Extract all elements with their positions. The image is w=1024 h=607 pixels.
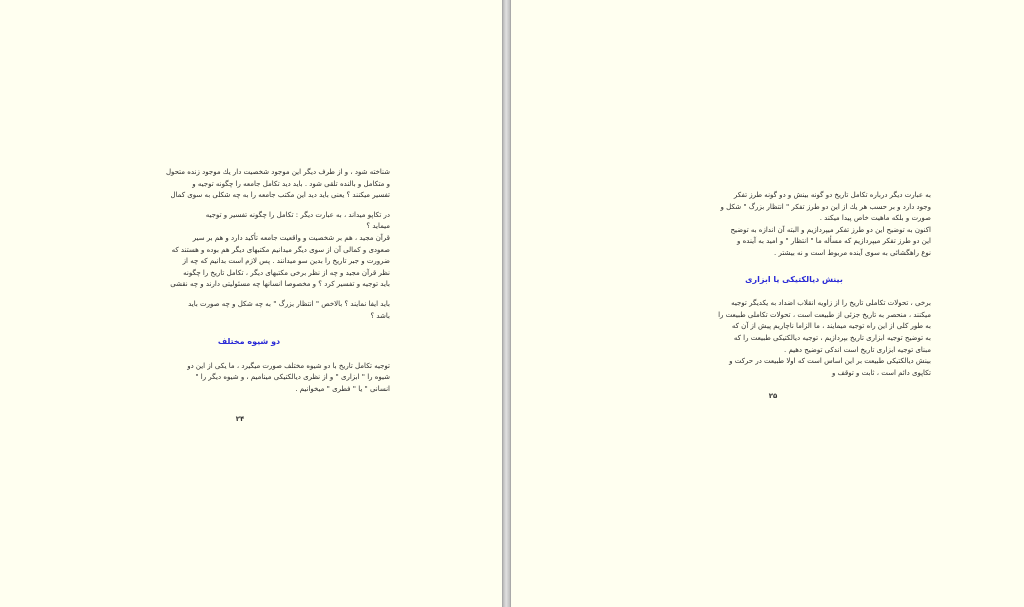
text-line: به توضیح توجیه ابزاری تاریخ بپردازیم ، توجیه دیالكتیكی طبیعت را كه: [733, 333, 931, 342]
paragraph: [108, 210, 390, 291]
text-line: توجیه تكامل تاریخ با دو شیوه مختلف صورت میگیرد ، ما یكی از این دو: [187, 361, 390, 370]
paragraph: [108, 299, 390, 322]
right-page: [510, 0, 1024, 607]
left-page: [0, 0, 503, 607]
page-gutter: [503, 0, 510, 607]
text-line: ضرورت و جبر تاریخ را بدین سو میدانند . پس لازم است بدانیم كه چه از: [182, 257, 390, 266]
text-line: و متكامل و بالنده تلقی شود . باید دید تكامل جامعه را چگونه توجیه و: [192, 179, 390, 188]
text-line: میماید ؟: [366, 222, 390, 231]
text-line: شیوه را " ابزاری " و از نظری دیالكتیكی میناميم ، و شیوه دیگر را ": [195, 373, 390, 382]
text-line: قرآن مجید ، هم بر شخصیت و واقعیت جامعه تأكید دارد و هم بر سیر: [192, 233, 390, 242]
text-line: در تكاپو میداند ، به عبارت دیگر : تكامل را چگونه تفسیر و توجیه: [205, 210, 390, 219]
paragraph: [657, 298, 931, 379]
text-line: به عبارت دیگر درباره تكامل تاریخ دو گونه بینش و دو گونه طرز تفكر: [733, 191, 931, 199]
text-line: باشد ؟: [370, 311, 390, 320]
right-page-number: ۲۵: [768, 392, 778, 400]
left-text-column: [108, 167, 390, 404]
section-heading: دو شیوه مختلف: [217, 337, 281, 347]
paragraph: [108, 167, 390, 202]
text-line: این دو طرز تفكر میپردازیم كه مسأله ما " انتظار " و امید به آینده و: [737, 237, 931, 246]
text-line: بینش دیالكتیكی طبیعت بر این اساس است كه اولا طبیعت در حركت و: [729, 357, 931, 366]
section-heading: بینش دیالكتیكی یا ابزاری: [745, 274, 843, 284]
text-line: مبنای توجیه ابزاری تاریخ است اندكی توضیح دهیم .: [784, 345, 931, 354]
text-line: وجود دارد و بر حسب هر یك از این دو طرز تفكر " انتظار بزرگ " شكل و: [720, 202, 931, 211]
right-text-column: [657, 190, 931, 387]
paragraph: [657, 190, 931, 260]
text-line: نظر قرآن مجید و چه از نظر برخی مكتبهای دیگر ، تكامل تاریخ را چگونه: [183, 268, 390, 277]
left-page-number: ۲۴: [235, 415, 245, 423]
text-line: نوع راهگشائی به سوی آینده مربوط است و نه بیشتر .: [774, 248, 931, 257]
text-line: شناخته شود ، و از طرف دیگر این موجود شخصیت دار یك موجود زنده متحول: [165, 168, 390, 176]
text-line: باید توجیه و تفسیر كرد ؟ و مخصوصا انسانها چه مسئولیتی دارند و چه نقشی: [170, 280, 390, 289]
text-line: صورت و بلكه ماهیت خاص پیدا میكند .: [819, 214, 931, 223]
text-line: صعودی و كمالی آن از سوی دیگر میدانیم مكتبهای دیگر هم بوده و هستند كه: [171, 245, 390, 254]
text-line: میكنند ، منحصر به تاریخ جزئی از طبیعت است ، تحولات تكاملی طبیعت را: [718, 310, 931, 319]
text-line: انسانی " یا " فطری " میخوانیم .: [295, 384, 390, 393]
text-line: تكاپوی دائم است ، ثابت و توقف و: [832, 368, 931, 377]
text-line: برخی ، تحولات تكاملی تاریخ را از زاویه انقلاب اضداد به یكدیگر توجیه: [731, 299, 931, 308]
text-line: تفسیر میكنند ؟ یعنی باید دید این مكتب جامعه را به چه شكلی به سوی كمال: [170, 191, 390, 200]
text-line: باید ایفا نمایند ؟ بالاخص " انتظار بزرگ " به چه شكل و چه صورت باید: [188, 299, 390, 308]
text-line: اكنون به توضیح این دو طرز تفكر میپردازیم و البته آن اندازه به توضیح: [730, 225, 931, 234]
paragraph: [108, 361, 390, 396]
text-line: به طور كلی از این راه توجیه میمایند ، ما الزاما ناچاریم پیش از آن كه: [731, 322, 931, 331]
